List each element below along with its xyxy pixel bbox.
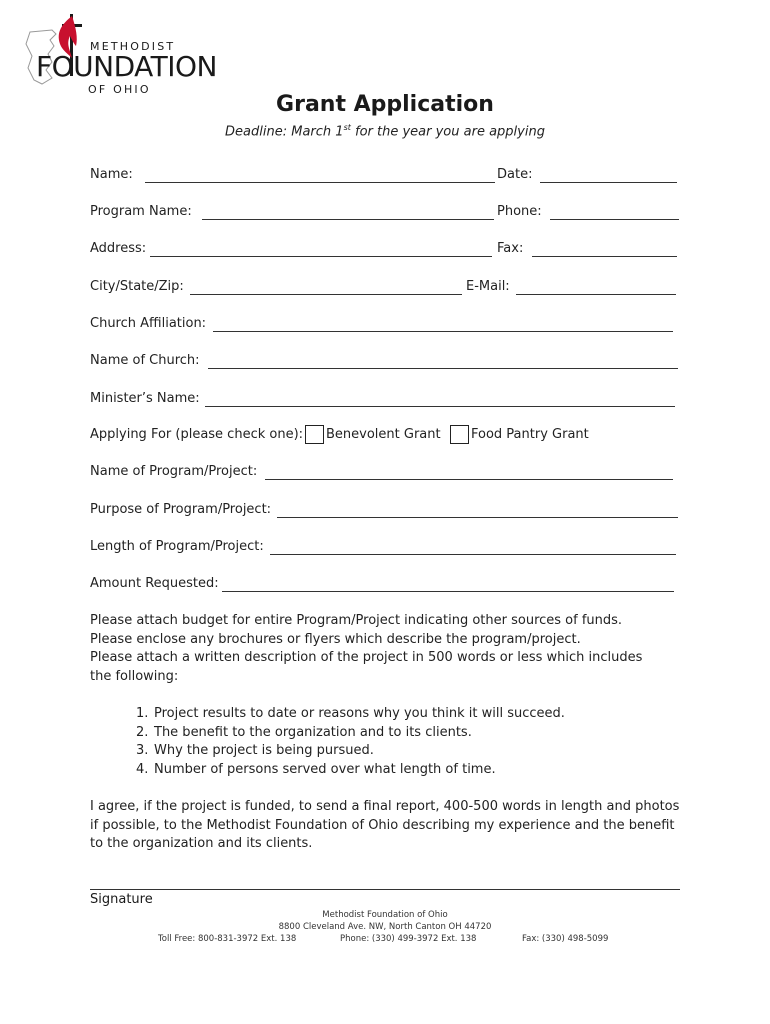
purpose-of-program-field[interactable] — [277, 517, 678, 518]
list-text: Project results to date or reasons why you think it will succeed. — [154, 706, 565, 721]
fax-label: Fax: — [497, 241, 524, 256]
page-title: Grant Application — [276, 92, 494, 117]
requirements-list — [136, 705, 565, 779]
agreement-text: I agree, if the project is funded, to send a final report, 400-500 words in length and photos if possible, to the Methodist Foundation of Ohio describing my experience and the benefit to the organization and its clients. — [90, 799, 680, 851]
deadline-suffix: for the year you are applying — [350, 124, 545, 140]
instruction-brochures: Please enclose any brochures or flyers which describe the program/project. — [90, 631, 581, 647]
church-affiliation-label: Church Affiliation: — [90, 316, 207, 331]
footer-address: 8800 Cleveland Ave. NW, North Canton OH 44720 — [278, 922, 492, 932]
benevolent-grant-checkbox[interactable] — [305, 425, 324, 444]
instruction-description: Please attach a written description of the project in 500 words or less which includes the following: — [90, 650, 643, 684]
name-of-church-label: Name of Church: — [90, 353, 200, 368]
list-item — [136, 705, 565, 724]
name-of-program-field[interactable] — [265, 479, 673, 480]
length-of-program-field[interactable] — [270, 554, 676, 555]
signature-label: Signature — [90, 892, 153, 907]
footer-phone: Phone: (330) 499-3972 Ext. 138 — [340, 934, 477, 944]
logo-line-foundation: FOUNDATION — [36, 50, 217, 83]
benevolent-grant-label: Benevolent Grant — [326, 427, 441, 442]
name-of-program-label: Name of Program/Project: — [90, 464, 258, 479]
footer-toll-free: Toll Free: 800-831-3972 Ext. 138 — [158, 934, 297, 944]
length-of-program-label: Length of Program/Project: — [90, 539, 264, 554]
date-field[interactable] — [540, 182, 677, 183]
list-number: 4. — [136, 761, 149, 777]
city-state-zip-field[interactable] — [190, 294, 462, 295]
food-pantry-grant-checkbox[interactable] — [450, 425, 469, 444]
phone-field[interactable] — [550, 219, 679, 220]
deadline-prefix: Deadline: March 1 — [225, 124, 344, 140]
list-number: 1. — [136, 706, 149, 721]
instruction-budget: Please attach budget for entire Program/Project indicating other sources of funds. — [90, 613, 623, 628]
purpose-of-program-label: Purpose of Program/Project: — [90, 502, 272, 517]
footer-fax: Fax: (330) 498-5099 — [522, 934, 609, 944]
church-affiliation-field[interactable] — [213, 331, 673, 332]
list-text: The benefit to the organization and to its clients. — [154, 724, 472, 740]
phone-label: Phone: — [497, 204, 542, 219]
city-state-zip-label: City/State/Zip: — [90, 279, 184, 294]
email-label: E-Mail: — [466, 279, 510, 294]
deadline-sup: st — [343, 123, 351, 132]
list-number: 3. — [136, 743, 149, 758]
ministers-name-label: Minister’s Name: — [90, 391, 200, 406]
list-item — [136, 761, 565, 780]
program-name-field[interactable] — [202, 219, 494, 220]
instructions-block — [90, 612, 680, 686]
amount-requested-label: Amount Requested: — [90, 576, 219, 591]
list-text: Number of persons served over what length of time. — [154, 761, 496, 777]
list-item — [136, 742, 565, 761]
food-pantry-grant-label: Food Pantry Grant — [471, 427, 589, 442]
applying-for-label: Applying For (please check one): — [90, 427, 304, 442]
fax-field[interactable] — [532, 256, 677, 257]
name-field[interactable] — [145, 182, 495, 183]
list-text: Why the project is being pursued. — [154, 743, 374, 758]
deadline-note — [0, 123, 770, 139]
address-field[interactable] — [150, 256, 492, 257]
logo-line-of-ohio: OF OHIO — [88, 83, 151, 96]
list-number: 2. — [136, 724, 149, 740]
foundation-logo — [22, 10, 217, 96]
signature-field[interactable] — [90, 889, 680, 890]
ministers-name-field[interactable] — [205, 406, 675, 407]
address-label: Address: — [90, 241, 147, 256]
list-item — [136, 724, 565, 743]
program-name-label: Program Name: — [90, 204, 192, 219]
name-of-church-field[interactable] — [208, 368, 678, 369]
footer-org: Methodist Foundation of Ohio — [322, 910, 448, 920]
amount-requested-field[interactable] — [222, 591, 674, 592]
name-label: Name: — [90, 167, 133, 182]
date-label: Date: — [497, 167, 533, 182]
logo-line-methodist: METHODIST — [90, 40, 176, 53]
email-field[interactable] — [516, 294, 676, 295]
